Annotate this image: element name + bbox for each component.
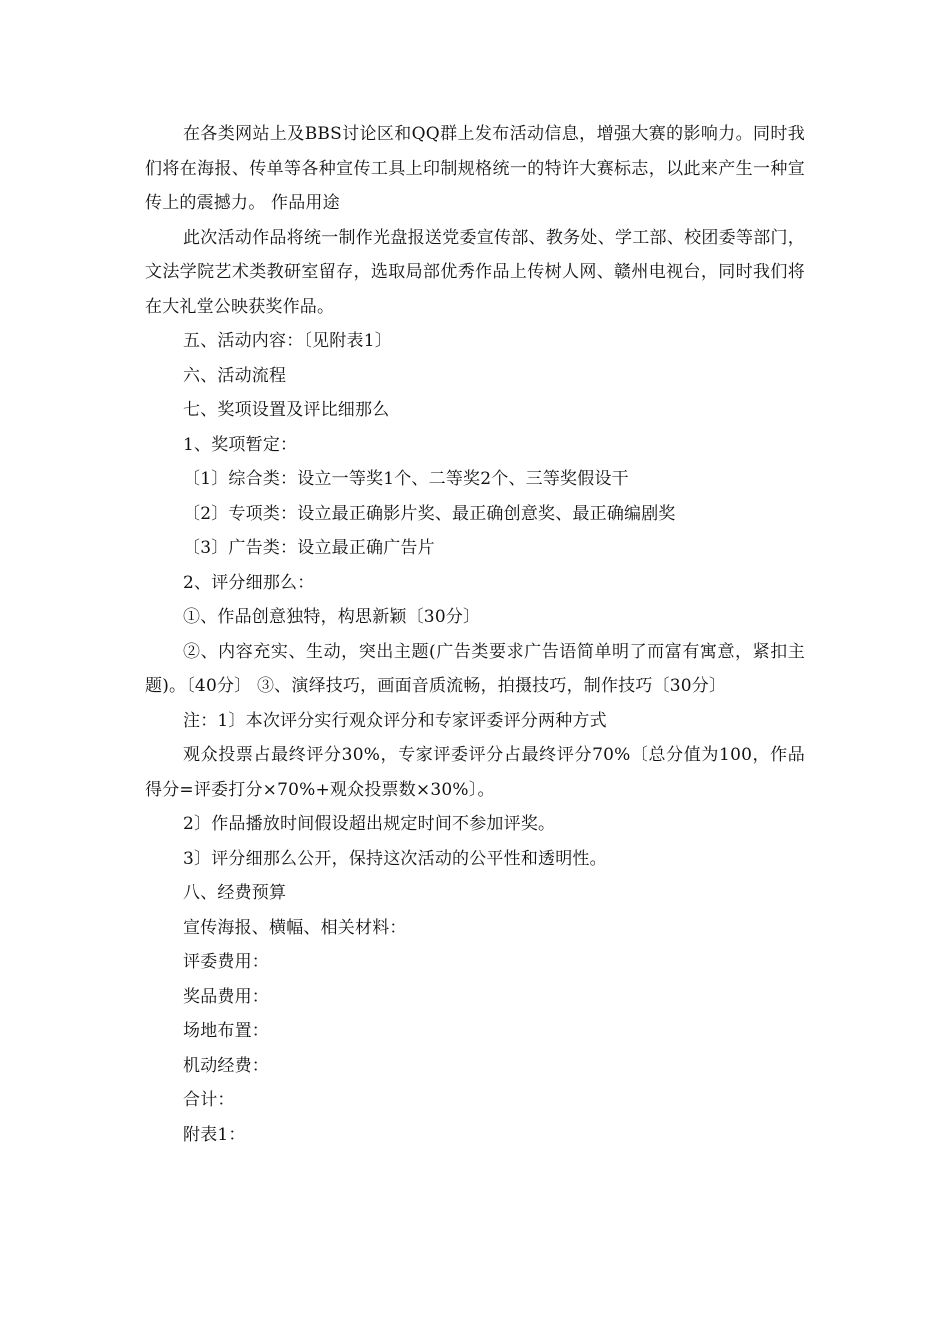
document-body (145, 117, 805, 1152)
budget-item-venue: 场地布置： (183, 1021, 269, 1041)
note-time-limit: 2〕作品播放时间假设超出规定时间不参加评奖。 (183, 814, 556, 834)
list-item-score-creativity: ①、作品创意独特，构思新颖〔30分〕 (183, 607, 481, 627)
heading-activity-process: 六、活动流程 (183, 365, 287, 386)
budget-item-materials: 宣传海报、横幅、相关材料： (183, 917, 407, 938)
list-item-score-content: ②、内容充实、生动，突出主题(广告类要求广告语简单明了而富有寓意，紧扣主题)。〔40分〕 ③、演绎技巧，画面音质流畅，拍摄技巧，制作技巧〔30分〕 (145, 641, 805, 696)
appendix-label: 附表1： (183, 1124, 246, 1145)
list-item-award-ad: 〔3〕广告类：设立最正确广告片 (183, 538, 435, 558)
subheading-scoring: 2、评分细那么： (183, 572, 315, 593)
note-transparency: 3〕评分细那么公开，保持这次活动的公平性和透明性。 (183, 848, 607, 869)
budget-item-judges: 评委费用： (183, 952, 269, 972)
subheading-awards: 1、奖项暂定： (183, 434, 298, 455)
budget-item-reserve: 机动经费： (183, 1055, 269, 1076)
list-item-award-general: 〔1〕综合类：设立一等奖1个、二等奖2个、三等奖假设干 (183, 469, 629, 489)
heading-activity-content: 五、活动内容：〔见附表1〕 (183, 331, 392, 351)
paragraph-work-usage: 此次活动作品将统一制作光盘报送党委宣传部、教务处、学工部、校团委等部门，文法学院艺术类教研室留存，选取局部优秀作品上传树人网、赣州电视台，同时我们将在大礼堂公映获奖作品。 (145, 227, 805, 317)
heading-budget: 八、经费预算 (183, 883, 287, 903)
paragraph-promotion: 在各类网站上及BBS讨论区和QQ群上发布活动信息，增强大赛的影响力。同时我们将在海报、传单等各种宣传工具上印制规格统一的特许大赛标志，以此来产生一种宣传上的震撼力。 作品用途 (145, 124, 805, 213)
list-item-award-special: 〔2〕专项类：设立最正确影片奖、最正确创意奖、最正确编剧奖 (183, 503, 676, 524)
heading-awards-rules: 七、奖项设置及评比细那么 (183, 400, 390, 420)
budget-item-prizes: 奖品费用： (183, 986, 269, 1007)
note-score-weights: 观众投票占最终评分30%，专家评委评分占最终评分70%〔总分值为100，作品得分=评委打分×70%+观众投票数×30%〕。 (145, 745, 805, 800)
budget-total: 合计： (183, 1090, 235, 1110)
note-scoring-method: 注：1〕本次评分实行观众评分和专家评委评分两种方式 (183, 710, 607, 731)
